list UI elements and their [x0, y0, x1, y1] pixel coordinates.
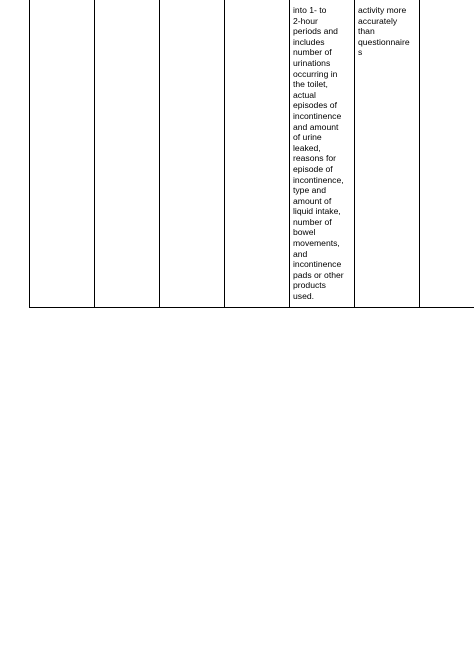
cell-text-line: includes	[293, 36, 325, 47]
cell-text-line: number of	[293, 47, 332, 58]
table-cell-col3	[160, 0, 225, 308]
cell-text-line: actual	[293, 89, 316, 100]
cell-text-line: activity more	[358, 5, 407, 15]
cell-text-line: incontinence	[293, 110, 342, 121]
table-row	[30, 0, 474, 308]
cell-text-line: amount of	[293, 195, 332, 206]
cell-text-line: leaked,	[293, 142, 321, 153]
cell-text-line: urinations	[293, 57, 331, 68]
cell-text-line: episodes of	[293, 100, 337, 111]
cell-text-line: bowel	[293, 227, 316, 238]
table-cell-col5	[290, 0, 355, 308]
cell-text-line: periods and	[293, 26, 338, 37]
cell-text-line: liquid intake,	[293, 206, 341, 217]
cell-text-line: products	[293, 280, 326, 291]
cell-text-line: pads or other	[293, 269, 344, 280]
table-cell-col2	[95, 0, 160, 308]
cell-text-line: episode of	[293, 163, 333, 174]
cell-text-line: occurring in	[293, 68, 338, 79]
cell-text-line: number of	[293, 216, 332, 227]
cell-text-line: questionnaire	[358, 36, 410, 47]
table-cell-col1	[30, 0, 95, 308]
cell-text-line: incontinence	[293, 259, 342, 270]
cell-text-line: incontinence,	[293, 174, 344, 185]
cell-text-line: into 1- to	[293, 5, 327, 15]
cell-text-line: s	[358, 47, 363, 58]
cell-text-line: used.	[293, 291, 315, 302]
table-cell-col6	[355, 0, 420, 308]
cell-text-line: accurately	[358, 15, 398, 26]
cell-text-line: movements,	[293, 238, 340, 249]
table-cell-col4	[225, 0, 290, 308]
cell-text-line: and	[293, 248, 308, 259]
cell-text-line: and amount	[293, 121, 339, 132]
cell-text-line: than	[358, 26, 375, 37]
cell-text-line: type and	[293, 185, 326, 196]
cell-text-line: the toilet,	[293, 79, 328, 90]
cell-text-line: reasons for	[293, 153, 336, 164]
table-cell-col7	[420, 0, 474, 308]
cell-text-line: of urine	[293, 132, 322, 143]
cell-text-line: 2-hour	[293, 15, 318, 26]
continued-table	[29, 0, 474, 308]
